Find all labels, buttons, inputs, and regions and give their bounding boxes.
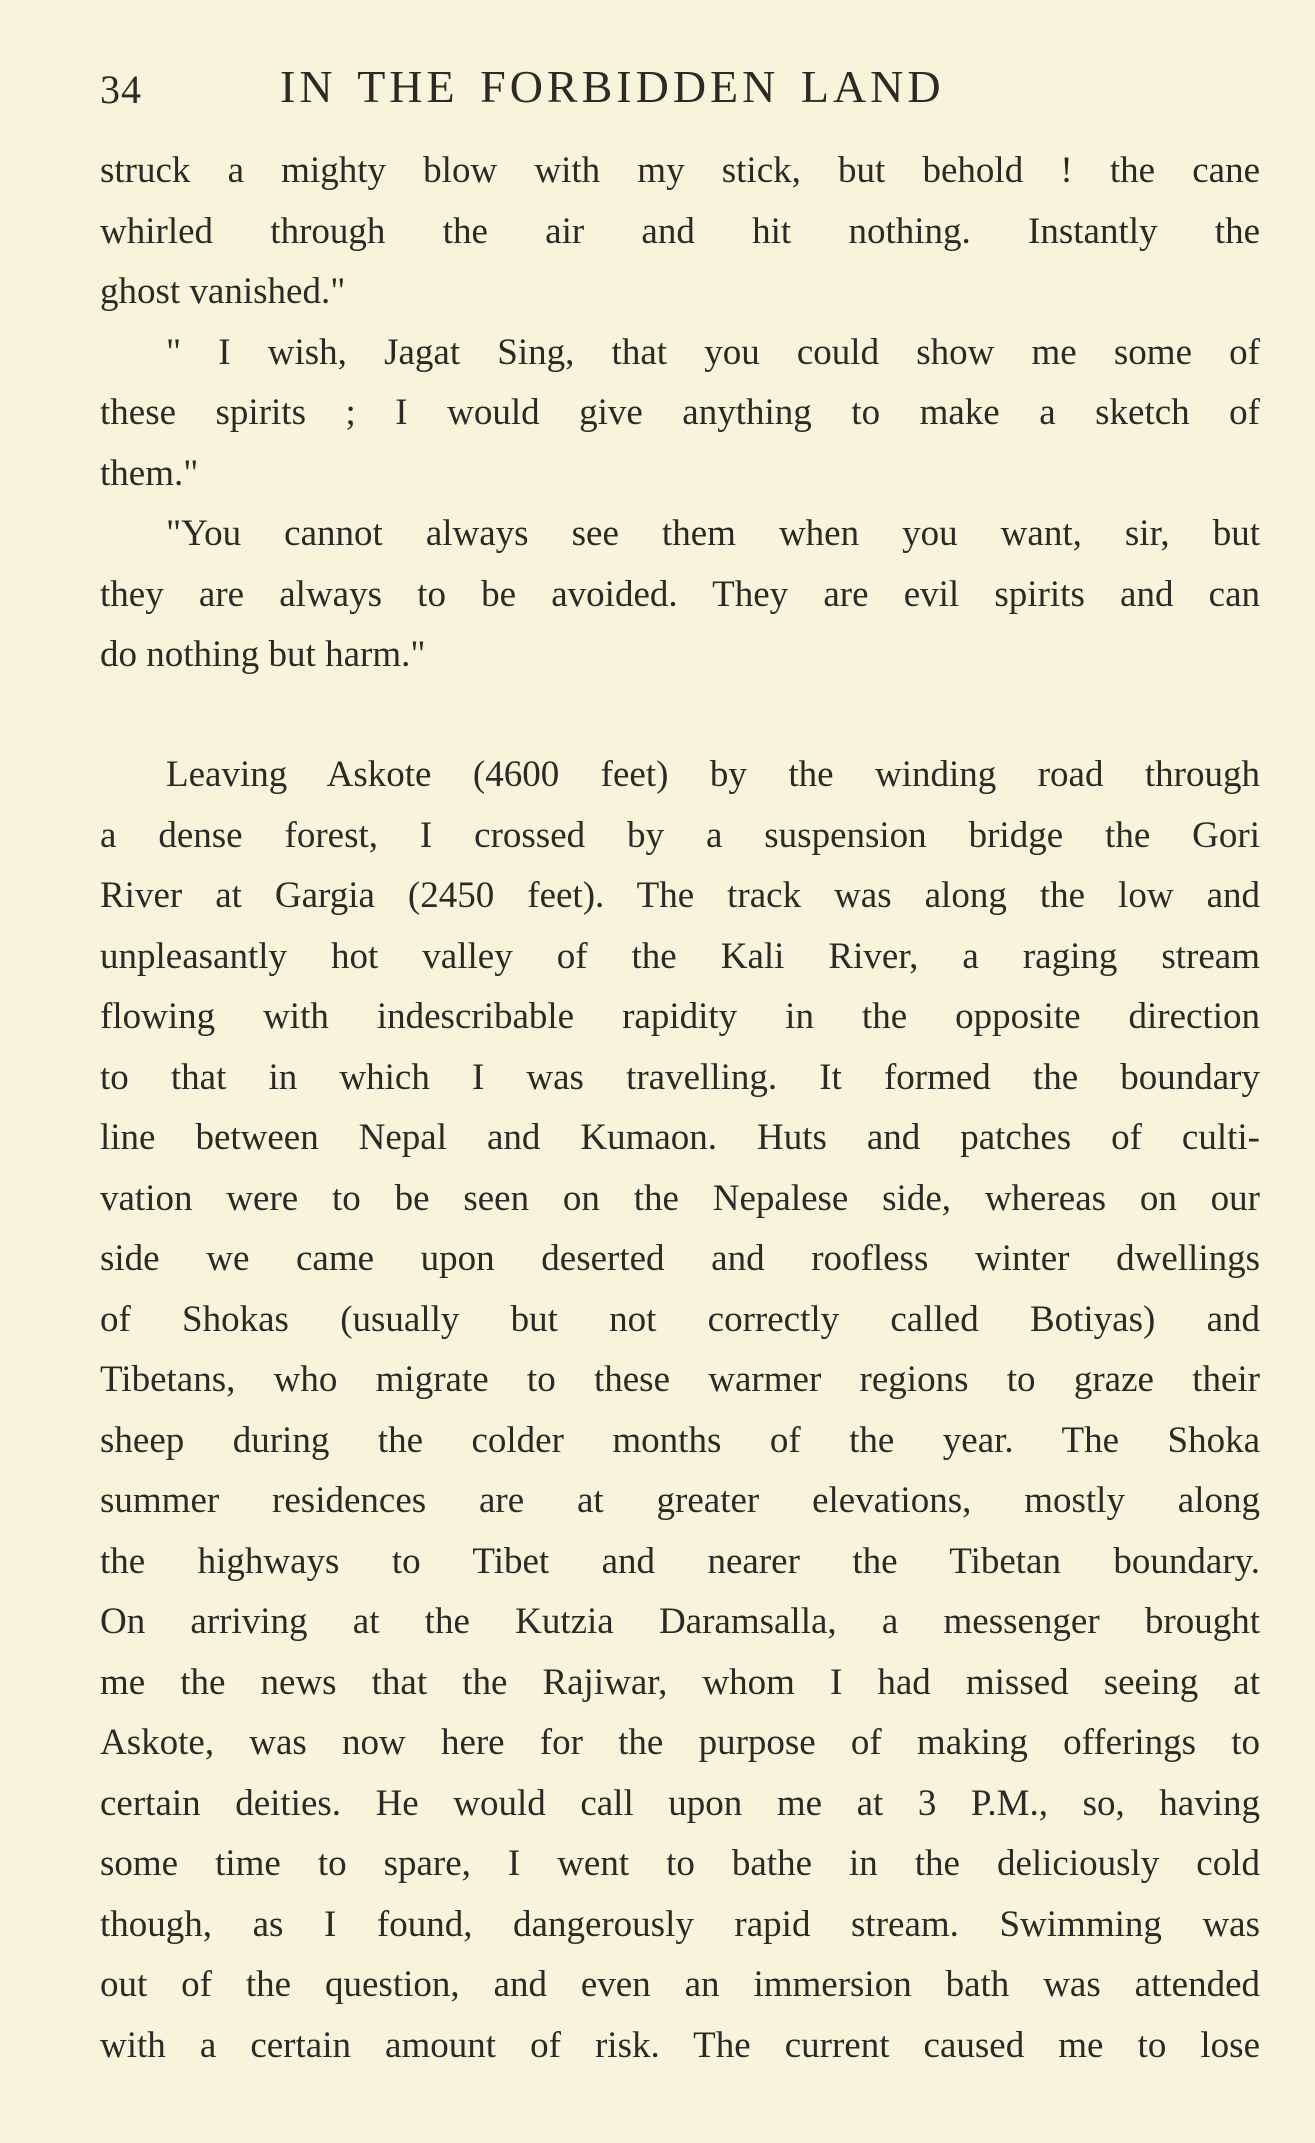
text-line: line between Nepal and Kumaon. Huts and patches of culti- <box>100 1117 1260 1158</box>
text-line: though, as I found, dangerously rapid stream. Swimming was <box>100 1903 1260 1945</box>
narrative-paragraph <box>100 745 1260 2076</box>
text-line: summer residences are at greater elevations, mostly along <box>100 1480 1260 1521</box>
text-line: On arriving at the Kutzia Daramsalla, a messenger brought <box>100 1601 1260 1642</box>
text-line: do nothing but harm." <box>100 634 426 675</box>
text-line: Tibetans, who migrate to these warmer regions to graze their <box>100 1359 1260 1400</box>
page-number: 34 <box>100 67 142 112</box>
text-line: with a certain amount of risk. The current caused me to lose <box>100 2024 1260 2066</box>
text-line: the highways to Tibet and nearer the Tibetan boundary. <box>100 1540 1260 1582</box>
text-line: me the news that the Rajiwar, whom I had missed seeing at <box>100 1661 1260 1703</box>
dialogue-passage <box>100 141 1260 686</box>
text-line: they are always to be avoided. They are evil spirits and can <box>100 573 1260 615</box>
running-title: IN THE FORBIDDEN LAND <box>280 61 945 112</box>
text-line: certain deities. He would call upon me at 3 P.M., so, having <box>100 1782 1260 1824</box>
text-line: Leaving Askote (4600 feet) by the winding road through <box>166 754 1260 795</box>
page-header <box>100 60 1260 120</box>
text-line: of Shokas (usually but not correctly called Botiyas) and <box>100 1298 1260 1340</box>
text-line: struck a mighty blow with my stick, but behold ! the cane <box>100 150 1260 191</box>
text-line: out of the question, and even an immersion bath was attended <box>100 1964 1260 2005</box>
text-line: some time to spare, I went to bathe in the deliciously cold <box>100 1843 1260 1884</box>
text-line: sheep during the colder months of the year. The Shoka <box>100 1419 1260 1461</box>
text-line: vation were to be seen on the Nepalese side, whereas on our <box>100 1177 1260 1219</box>
text-line: River at Gargia (2450 feet). The track was along the low and <box>100 875 1260 916</box>
text-line: these spirits ; I would give anything to make a sketch of <box>100 392 1260 433</box>
text-line: a dense forest, I crossed by a suspension bridge the Gori <box>100 814 1260 856</box>
text-line: " I wish, Jagat Sing, that you could show me some of <box>166 331 1260 373</box>
text-line: whirled through the air and hit nothing. Instantly the <box>100 210 1260 252</box>
text-line: flowing with indescribable rapidity in the opposite direction <box>100 996 1260 1037</box>
text-line: side we came upon deserted and roofless winter dwellings <box>100 1238 1260 1279</box>
text-line: them." <box>100 452 199 494</box>
text-line: to that in which I was travelling. It formed the boundary <box>100 1056 1260 1098</box>
text-line: unpleasantly hot valley of the Kali River, a raging stream <box>100 935 1260 977</box>
text-line: ghost vanished." <box>100 271 346 312</box>
text-line: "You cannot always see them when you want, sir, but <box>166 513 1260 554</box>
text-line: Askote, was now here for the purpose of making offerings to <box>100 1722 1260 1763</box>
